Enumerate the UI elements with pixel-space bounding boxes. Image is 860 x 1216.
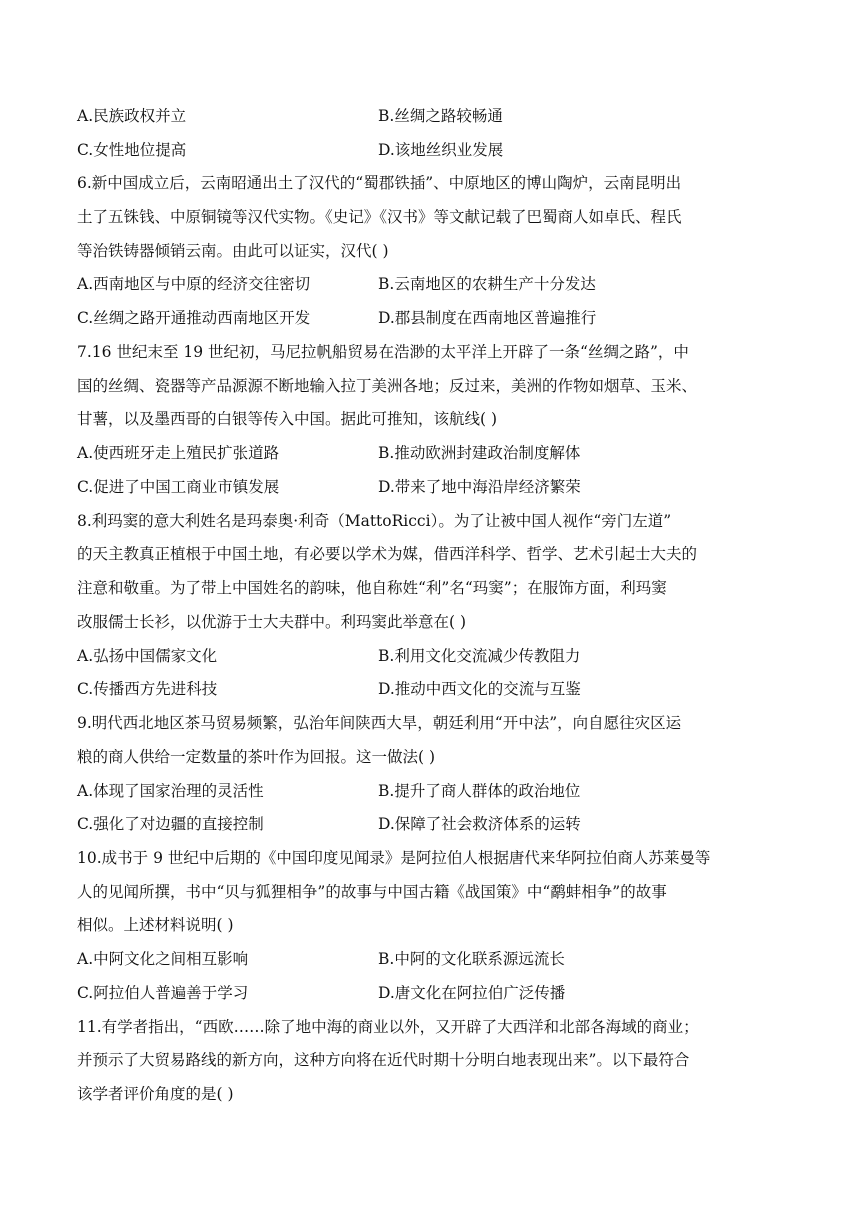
q8-option-a: A.弘扬中国儒家文化: [77, 647, 218, 665]
q5-option-b: B.丝绸之路较畅通: [378, 107, 503, 125]
q9-stem-line-1: 9.明代西北地区茶马贸易频繁，弘治年间陕西大旱，朝廷利用“开中法”，向自愿往灾区运: [77, 714, 682, 732]
q10-stem-line-3: 相似。上述材料说明( ): [77, 916, 234, 934]
q8-option-c: C.传播西方先进科技: [77, 680, 218, 698]
q7-option-b: B.推动欧洲封建政治制度解体: [378, 444, 581, 462]
q6-option-d: D.郡县制度在西南地区普遍推行: [378, 309, 597, 327]
q11-stem-line-2: 并预示了大贸易路线的新方向，这种方向将在近代时期十分明白地表现出来”。以下最符合: [77, 1051, 690, 1069]
q7-option-a: A.使西班牙走上殖民扩张道路: [77, 444, 280, 462]
q7-stem-line-2: 国的丝绸、瓷器等产品源源不断地输入拉丁美洲各地；反过来，美洲的作物如烟草、玉米、: [77, 377, 698, 395]
q10-option-c: C.阿拉伯人普遍善于学习: [77, 984, 249, 1002]
q9-option-c: C.强化了对边疆的直接控制: [77, 815, 264, 833]
q6-stem-line-2: 土了五铢钱、中原铜镜等汉代实物。《史记》《汉书》等文献记载了巴蜀商人如卓氏、程氏: [77, 208, 682, 226]
q8-stem-line-1: 8.利玛窦的意大利姓名是玛泰奥·利奇（MattoRicci）。为了让被中国人视作“旁门左道”: [77, 512, 672, 530]
q10-stem-line-1: 10.成书于 9 世纪中后期的《中国印度见闻录》是阿拉伯人根据唐代来华阿拉伯商人苏莱曼等: [77, 849, 711, 867]
q8-option-d: D.推动中西文化的交流与互鉴: [378, 680, 581, 698]
q6-option-b: B.云南地区的农耕生产十分发达: [378, 275, 596, 293]
q5-option-d: D.该地丝织业发展: [378, 141, 504, 159]
q6-stem-line-1: 6.新中国成立后，云南昭通出土了汉代的“蜀郡铁插”、中原地区的博山陶炉，云南昆明出: [77, 174, 682, 192]
q7-stem-line-1: 7.16 世纪末至 19 世纪初，马尼拉帆船贸易在浩渺的太平洋上开辟了一条“丝绸之路”，中: [77, 343, 689, 361]
q6-stem-line-3: 等治铁铸器倾销云南。由此可以证实，汉代( ): [77, 242, 389, 260]
q7-option-d: D.带来了地中海沿岸经济繁荣: [378, 478, 581, 496]
q9-stem-line-2: 粮的商人供给一定数量的茶叶作为回报。这一做法( ): [77, 748, 436, 766]
q9-option-d: D.保障了社会救济体系的运转: [378, 815, 581, 833]
q9-option-a: A.体现了国家治理的灵活性: [77, 782, 264, 800]
q7-option-c: C.促进了中国工商业市镇发展: [77, 478, 280, 496]
q11-stem-line-3: 该学者评价角度的是( ): [77, 1085, 234, 1103]
q5-option-a: A.民族政权并立: [77, 107, 187, 125]
q11-stem-line-1: 11.有学者指出，“西欧……除了地中海的商业以外，又开辟了大西洋和北部各海域的商业；: [77, 1018, 699, 1036]
q10-option-b: B.中阿的文化联系源远流长: [378, 950, 565, 968]
q10-option-d: D.唐文化在阿拉伯广泛传播: [378, 984, 566, 1002]
q8-stem-line-2: 的天主教真正植根于中国土地，有必要以学术为媒，借西洋科学、哲学、艺术引起士大夫的: [77, 545, 698, 563]
q6-option-c: C.丝绸之路开通推动西南地区开发: [77, 309, 311, 327]
q10-option-a: A.中阿文化之间相互影响: [77, 950, 249, 968]
q7-stem-line-3: 甘薯，以及墨西哥的白银等传入中国。据此可推知，该航线( ): [77, 410, 498, 428]
q8-stem-line-4: 改服儒士长衫，以优游于士大夫群中。利玛窦此举意在( ): [77, 613, 467, 631]
q9-option-b: B.提升了商人群体的政治地位: [378, 782, 581, 800]
q8-option-b: B.利用文化交流减少传教阻力: [378, 647, 581, 665]
q8-stem-line-3: 注意和敬重。为了带上中国姓名的韵味，他自称姓“利”名“玛窦”；在服饰方面，利玛窦: [77, 579, 667, 597]
q10-stem-line-2: 人的见闻所撰，书中“贝与狐狸相争”的故事与中国古籍《战国策》中“鹬蚌相争”的故事: [77, 883, 667, 901]
q6-option-a: A.西南地区与中原的经济交往密切: [77, 275, 311, 293]
q5-option-c: C.女性地位提高: [77, 141, 187, 159]
